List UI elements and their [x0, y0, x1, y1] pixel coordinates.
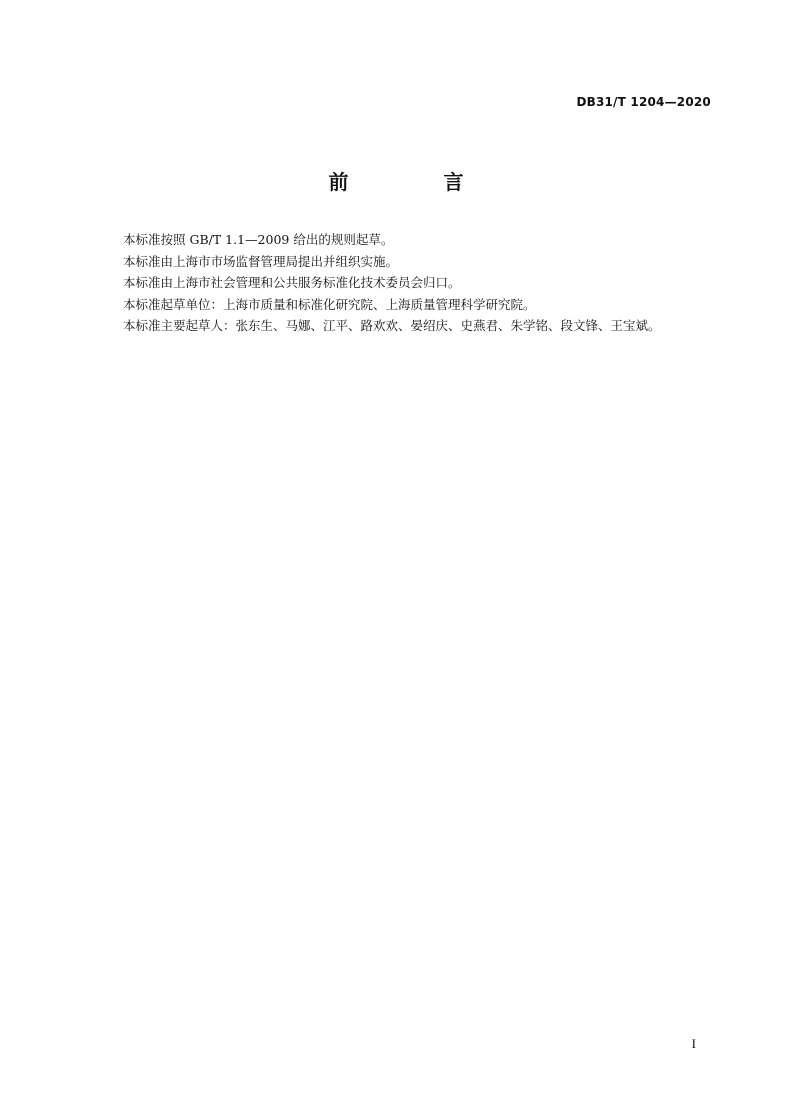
paragraph-drafting-rules: 本标准按照 GB/T 1.1—2009 给出的规则起草。 — [123, 232, 394, 247]
paragraph-committee: 本标准由上海市社会管理和公共服务标准化技术委员会归口。 — [123, 275, 461, 290]
paragraph-drafters: 本标准主要起草人：张东生、马娜、江平、路欢欢、晏绍庆、史燕君、朱学铭、段文锋、王宝斌。 — [123, 318, 661, 333]
standard-code: DB31/T 1204—2020 — [576, 95, 711, 109]
foreword-body — [123, 229, 713, 337]
page-number: I — [691, 1036, 696, 1051]
paragraph-proposer: 本标准由上海市市场监督管理局提出并组织实施。 — [123, 253, 399, 269]
page-title: 前 言 — [328, 170, 508, 194]
paragraph-drafting-units: 本标准起草单位：上海市质量和标准化研究院、上海质量管理科学研究院。 — [123, 296, 536, 312]
